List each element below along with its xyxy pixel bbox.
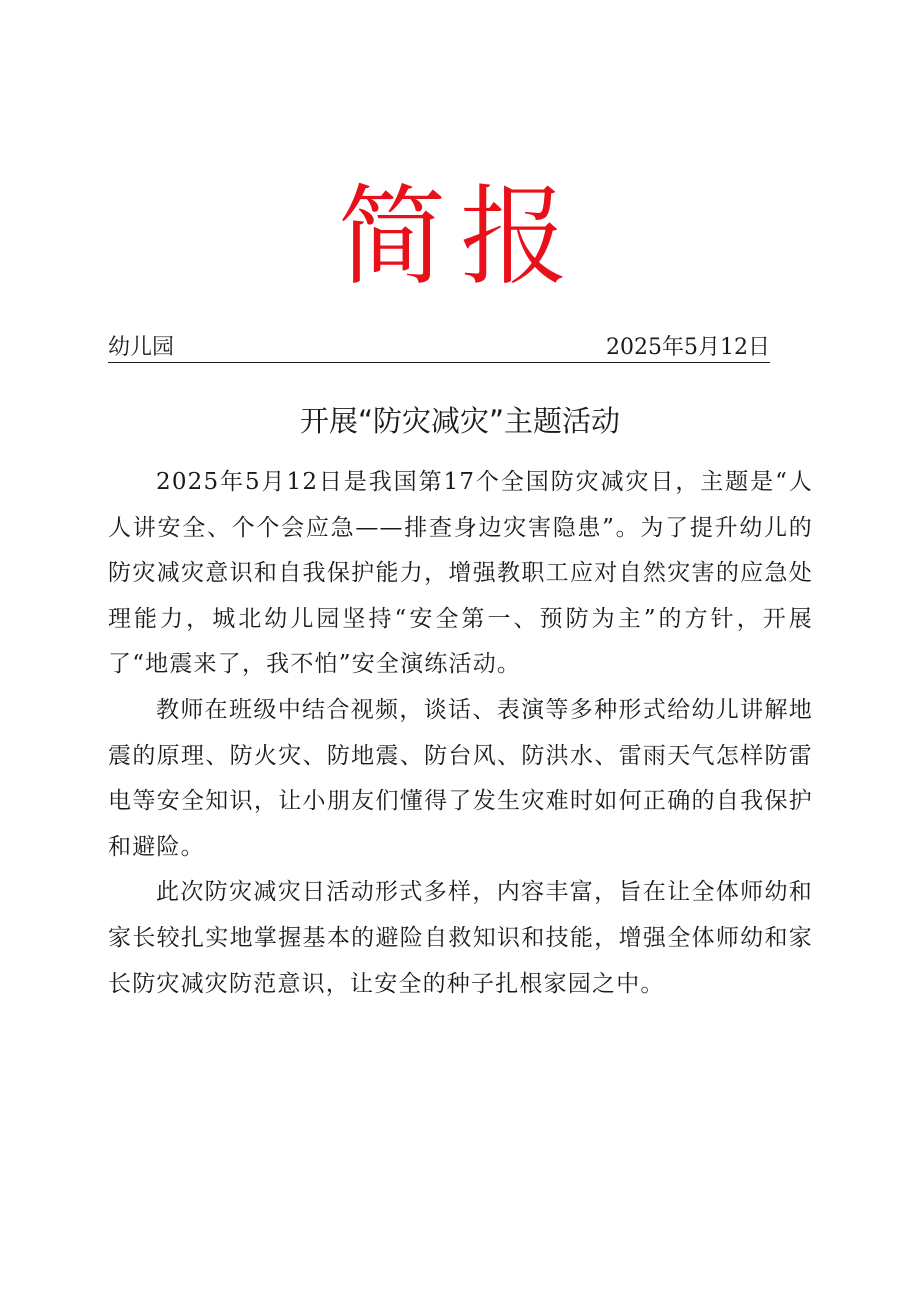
- header-rule-line: [108, 334, 770, 363]
- issue-date: 2025年5月12日: [606, 335, 770, 360]
- paragraph: 此次防灾减灾日活动形式多样，内容丰富，旨在让全体师幼和家长较扎实地掌握基本的避险自救知识和技能，增强全体师幼和家长防灾减灾防范意识，让安全的种子扎根家园之中。: [108, 879, 813, 997]
- article-body: [108, 460, 813, 1007]
- paragraph: 2025年5月12日是我国第17个全国防灾减灾日，主题是“人人讲安全、个个会应急——排查身边灾害隐患”。为了提升幼儿的防灾减灾意识和自我保护能力，增强教职工应对自然灾害的应急处理能力，城北幼儿园坚持“安全第一、预防为主”的方针，开展了“地震来了，我不怕”安全演练活动。: [108, 469, 813, 678]
- masthead-title: 简报: [337, 175, 582, 300]
- article-headline: 开展“防灾减灾”主题活动: [299, 404, 621, 438]
- organization-name: 幼儿园: [108, 335, 175, 360]
- paragraph: 教师在班级中结合视频，谈话、表演等多种形式给幼儿讲解地震的原理、防火灾、防地震、防台风、防洪水、雷雨天气怎样防雷电等安全知识，让小朋友们懂得了发生灾难时如何正确的自我保护和避险。: [108, 696, 813, 860]
